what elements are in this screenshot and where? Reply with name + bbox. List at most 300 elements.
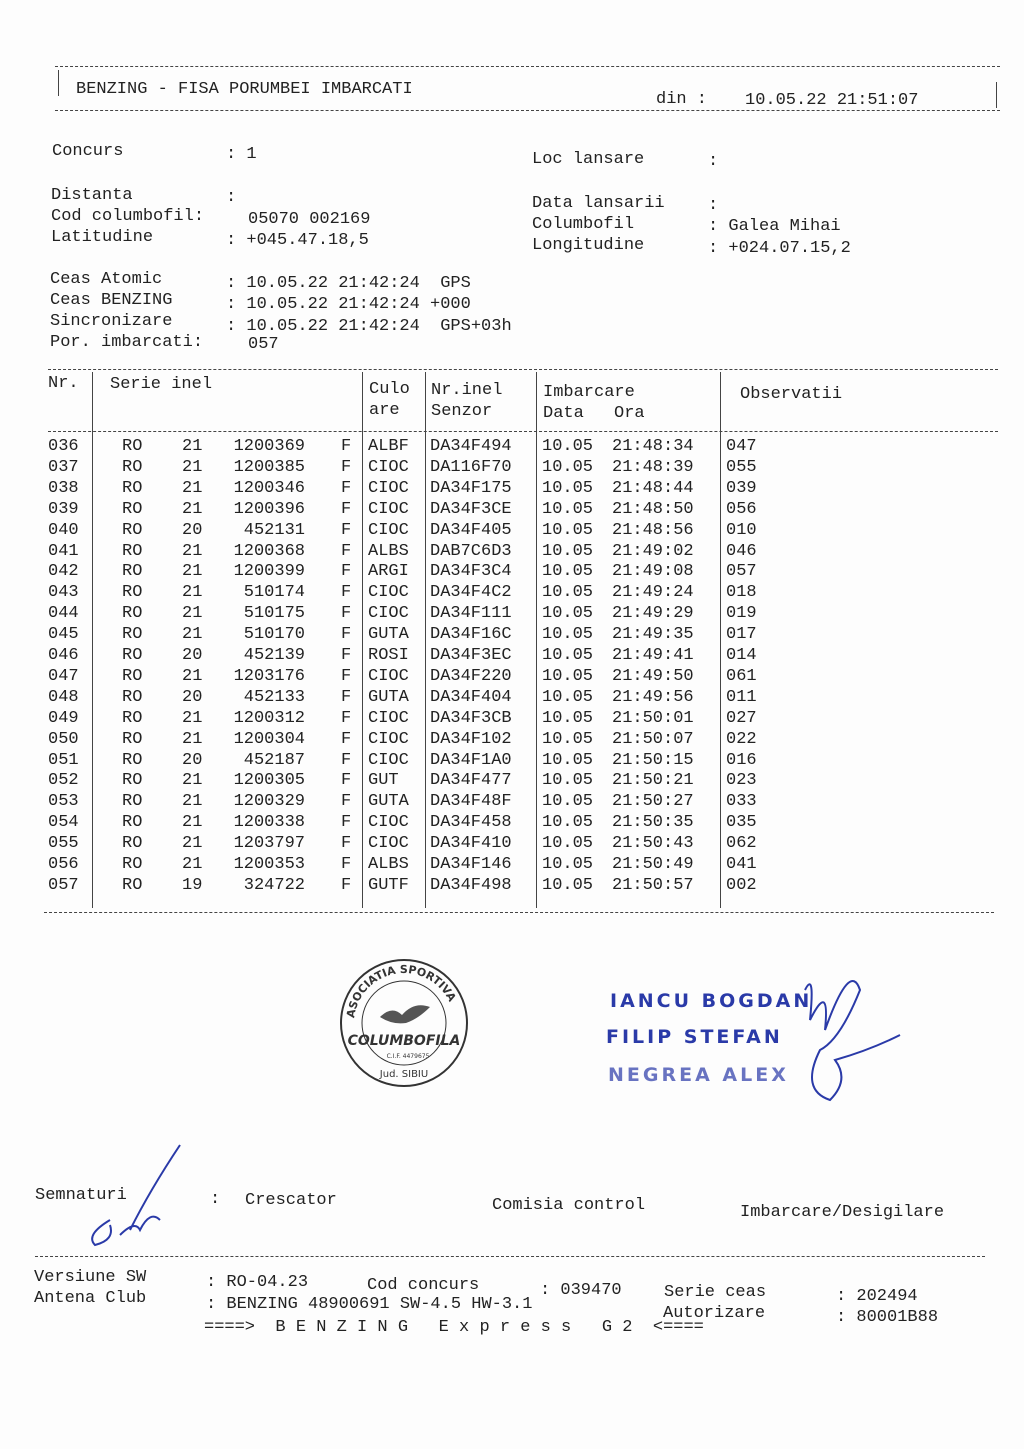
club-stamp (336, 955, 471, 1090)
row-obs: 057 (726, 562, 757, 582)
row-date: 10.05 (542, 666, 594, 686)
row-country: RO (122, 583, 143, 603)
versiune-label: Versiune SW (34, 1268, 147, 1287)
table-row (0, 751, 1000, 772)
row-country: RO (122, 834, 143, 854)
row-date: 10.05 (542, 625, 594, 645)
row-nr: 045 (48, 625, 79, 645)
row-nr: 055 (48, 834, 79, 854)
row-year: 21 (182, 666, 203, 686)
row-sensor: DA34F48F (430, 792, 512, 812)
row-color: CIOC (368, 750, 409, 770)
table-row (0, 437, 1000, 458)
row-date: 10.05 (542, 562, 594, 582)
antena-value: : BENZING 48900691 SW-4.5 HW-3.1 (206, 1295, 533, 1314)
row-color: CIOC (368, 499, 409, 519)
row-nr: 040 (48, 520, 79, 540)
row-nr: 044 (48, 604, 79, 624)
row-date: 10.05 (542, 541, 594, 561)
row-obs: 022 (726, 729, 757, 749)
row-sex: F (341, 729, 352, 749)
row-color: CIOC (368, 708, 409, 728)
benzing-banner: ====> B E N Z I N G E x p r e s s G 2 <==== (204, 1318, 704, 1337)
col-serie: Serie inel (110, 375, 213, 394)
row-serial: 1200312 (233, 708, 305, 728)
row-serial: 1200369 (233, 437, 305, 456)
row-obs: 061 (726, 666, 757, 686)
row-year: 20 (182, 687, 203, 707)
row-sex: F (341, 687, 352, 707)
row-time: 21:49:50 (612, 666, 694, 686)
row-obs: 002 (726, 875, 757, 895)
long-label: Longitudine (532, 236, 645, 255)
row-date: 10.05 (542, 792, 594, 812)
date-value: 10.05.22 21:51:07 (745, 91, 919, 110)
row-time: 21:50:49 (612, 855, 694, 874)
row-nr: 038 (48, 478, 79, 498)
row-nr: 052 (48, 771, 79, 791)
row-color: ROSI (368, 646, 409, 665)
table-row (0, 479, 1000, 500)
row-time: 21:49:02 (612, 541, 694, 561)
row-date: 10.05 (542, 834, 594, 854)
row-nr: 056 (48, 855, 79, 874)
row-nr: 043 (48, 583, 79, 603)
row-time: 21:49:41 (612, 646, 694, 665)
document-title: BENZING - FISA PORUMBEI IMBARCATI (76, 80, 413, 99)
table-row (0, 625, 1000, 646)
row-color: GUTA (368, 687, 409, 707)
row-date: 10.05 (542, 604, 594, 624)
row-color: CIOC (368, 520, 409, 540)
row-time: 21:50:15 (612, 750, 694, 770)
row-serial: 1200396 (233, 499, 305, 519)
row-sex: F (341, 750, 352, 770)
row-sensor: DA34F405 (430, 520, 512, 540)
ceas-atomic-value: : 10.05.22 21:42:24 GPS (226, 274, 471, 293)
row-date: 10.05 (542, 771, 594, 791)
table-row (0, 688, 1000, 709)
table-row (0, 771, 1000, 792)
row-country: RO (122, 750, 143, 770)
row-sex: F (341, 478, 352, 498)
row-color: GUTF (368, 875, 409, 895)
loc-value: : (708, 152, 719, 171)
row-year: 21 (182, 457, 203, 477)
row-year: 20 (182, 520, 203, 540)
table-row (0, 813, 1000, 834)
row-sex: F (341, 834, 352, 854)
row-sensor: DA34F1A0 (430, 750, 512, 770)
row-serial: 324722 (243, 875, 305, 895)
commission-member-3: NEGREA ALEX (608, 1064, 789, 1086)
cod-label: Cod columbofil: (51, 207, 205, 226)
col-senzor: Senzor (431, 402, 493, 421)
table-row (0, 604, 1000, 625)
row-time: 21:50:35 (612, 813, 694, 833)
row-sex: F (341, 666, 352, 686)
row-sex: F (341, 457, 352, 477)
table-row (0, 709, 1000, 730)
distanta-value: : (226, 188, 237, 207)
row-date: 10.05 (542, 750, 594, 770)
row-country: RO (122, 478, 143, 498)
row-sensor: DA34F498 (430, 875, 512, 895)
row-country: RO (122, 666, 143, 686)
row-sex: F (341, 855, 352, 874)
col-nrinel: Nr.inel (431, 381, 503, 400)
row-time: 21:49:56 (612, 687, 694, 707)
svg-text:C.I.F. 4479675: C.I.F. 4479675 (386, 1053, 430, 1060)
row-country: RO (122, 457, 143, 477)
cod-concurs-value: : 039470 (540, 1281, 622, 1300)
autorizare-value: : 80001B88 (836, 1308, 939, 1327)
row-color: ALBF (368, 437, 409, 456)
row-nr: 039 (48, 499, 79, 519)
row-sensor: DA34F410 (430, 834, 512, 854)
row-obs: 035 (726, 813, 757, 833)
row-obs: 055 (726, 457, 757, 477)
row-time: 21:50:27 (612, 792, 694, 812)
row-country: RO (122, 708, 143, 728)
row-sensor: DA34F494 (430, 437, 512, 456)
row-country: RO (122, 520, 143, 540)
row-obs: 017 (726, 625, 757, 645)
row-year: 21 (182, 625, 203, 645)
long-value: : +024.07.15,2 (708, 239, 851, 258)
lat-label: Latitudine (51, 228, 154, 247)
row-date: 10.05 (542, 729, 594, 749)
row-year: 21 (182, 813, 203, 833)
row-year: 21 (182, 604, 203, 624)
row-nr: 049 (48, 708, 79, 728)
row-serial: 510175 (243, 604, 305, 624)
row-serial: 1200304 (233, 729, 305, 749)
row-country: RO (122, 541, 143, 561)
signature-comisia: Comisia control (492, 1196, 646, 1215)
divider (48, 431, 998, 432)
row-date: 10.05 (542, 499, 594, 519)
distanta-label: Distanta (51, 186, 133, 205)
svg-text:Jud. SIBIU: Jud. SIBIU (379, 1069, 429, 1080)
row-sex: F (341, 813, 352, 833)
col-culoare: Culo (369, 380, 410, 399)
concurs-value: : 1 (226, 145, 257, 164)
row-year: 21 (182, 834, 203, 854)
handwritten-signature (790, 950, 910, 1120)
row-nr: 041 (48, 541, 79, 561)
row-sex: F (341, 541, 352, 561)
row-obs: 027 (726, 708, 757, 728)
antena-label: Antena Club (34, 1289, 147, 1308)
row-serial: 510174 (243, 583, 305, 603)
ceas-atomic-label: Ceas Atomic (50, 270, 163, 289)
date-label: din : (656, 90, 708, 109)
row-sex: F (341, 583, 352, 603)
row-sensor: DA34F3CB (430, 708, 512, 728)
row-country: RO (122, 646, 143, 665)
row-obs: 047 (726, 437, 757, 456)
data-lansarii-label: Data lansarii (532, 194, 665, 213)
row-year: 21 (182, 562, 203, 582)
row-obs: 062 (726, 834, 757, 854)
row-color: ALBS (368, 541, 409, 561)
row-obs: 056 (726, 499, 757, 519)
row-serial: 1203176 (233, 666, 305, 686)
por-imbarcati-value: 057 (248, 335, 279, 354)
sincronizare-value: : 10.05.22 21:42:24 GPS+03h (226, 317, 512, 336)
col-observatii: Observatii (740, 385, 843, 404)
row-year: 21 (182, 583, 203, 603)
row-serial: 1200346 (233, 478, 305, 498)
row-sex: F (341, 771, 352, 791)
cod-value: 05070 002169 (248, 210, 371, 229)
row-time: 21:49:08 (612, 562, 694, 582)
lat-value: : +045.47.18,5 (226, 231, 369, 250)
autorizare-label: Autorizare (663, 1304, 766, 1323)
row-time: 21:48:39 (612, 457, 694, 477)
row-sex: F (341, 708, 352, 728)
row-color: CIOC (368, 457, 409, 477)
row-sex: F (341, 437, 352, 456)
row-sensor: DA34F4C2 (430, 583, 512, 603)
row-country: RO (122, 855, 143, 874)
row-year: 21 (182, 771, 203, 791)
row-date: 10.05 (542, 646, 594, 665)
row-serial: 1200305 (233, 771, 305, 791)
row-sex: F (341, 562, 352, 582)
versiune-value: : RO-04.23 (206, 1273, 309, 1292)
row-country: RO (122, 437, 143, 456)
row-nr: 036 (48, 437, 79, 456)
row-year: 21 (182, 729, 203, 749)
row-serial: 452139 (243, 646, 305, 665)
row-year: 19 (182, 875, 203, 895)
row-obs: 011 (726, 687, 757, 707)
row-time: 21:50:21 (612, 771, 694, 791)
row-country: RO (122, 813, 143, 833)
row-date: 10.05 (542, 457, 594, 477)
row-obs: 039 (726, 478, 757, 498)
row-sex: F (341, 792, 352, 812)
row-serial: 1200385 (233, 457, 305, 477)
row-sensor: DA34F477 (430, 771, 512, 791)
row-time: 21:50:57 (612, 875, 694, 895)
row-sensor: DA34F16C (430, 625, 512, 645)
row-sensor: DA34F146 (430, 855, 512, 874)
row-obs: 023 (726, 771, 757, 791)
row-sex: F (341, 625, 352, 645)
row-country: RO (122, 875, 143, 895)
row-nr: 054 (48, 813, 79, 833)
row-nr: 050 (48, 729, 79, 749)
row-obs: 041 (726, 855, 757, 874)
row-obs: 016 (726, 750, 757, 770)
divider (55, 66, 1000, 67)
row-color: GUT (368, 771, 399, 791)
row-serial: 452133 (243, 687, 305, 707)
row-sensor: DA34F175 (430, 478, 512, 498)
row-time: 21:48:56 (612, 520, 694, 540)
row-sensor: DAB7C6D3 (430, 541, 512, 561)
row-year: 21 (182, 855, 203, 874)
row-time: 21:50:07 (612, 729, 694, 749)
table-row (0, 855, 1000, 876)
row-year: 21 (182, 499, 203, 519)
divider (996, 82, 997, 108)
row-sex: F (341, 499, 352, 519)
row-year: 20 (182, 646, 203, 665)
concurs-label: Concurs (52, 142, 124, 161)
row-serial: 452131 (243, 520, 305, 540)
por-imbarcati-label: Por. imbarcati: (50, 333, 204, 352)
row-year: 21 (182, 708, 203, 728)
row-date: 10.05 (542, 520, 594, 540)
row-sensor: DA34F458 (430, 813, 512, 833)
row-color: CIOC (368, 583, 409, 603)
divider (58, 70, 59, 96)
svg-text:COLUMBOFILA: COLUMBOFILA (347, 1033, 461, 1049)
serie-ceas-value: : 202494 (836, 1287, 918, 1306)
row-sensor: DA34F3EC (430, 646, 512, 665)
row-country: RO (122, 771, 143, 791)
row-obs: 014 (726, 646, 757, 665)
row-color: CIOC (368, 729, 409, 749)
row-color: GUTA (368, 792, 409, 812)
dove-icon (380, 1005, 430, 1023)
row-time: 21:50:01 (612, 708, 694, 728)
row-date: 10.05 (542, 855, 594, 874)
row-date: 10.05 (542, 583, 594, 603)
row-color: CIOC (368, 604, 409, 624)
table-row (0, 834, 1000, 855)
row-time: 21:49:29 (612, 604, 694, 624)
svg-text:ASOCIATIA SPORTIVA: ASOCIATIA SPORTIVA (344, 963, 459, 1019)
row-time: 21:49:24 (612, 583, 694, 603)
table-row (0, 583, 1000, 604)
divider (48, 369, 998, 370)
row-obs: 033 (726, 792, 757, 812)
row-sex: F (341, 875, 352, 895)
columbofil-value: : Galea Mihai (708, 217, 841, 236)
signature-imbarcare: Imbarcare/Desigilare (740, 1203, 945, 1222)
columbofil-label: Columbofil (532, 215, 635, 234)
row-nr: 048 (48, 687, 79, 707)
row-country: RO (122, 687, 143, 707)
row-obs: 046 (726, 541, 757, 561)
row-color: CIOC (368, 478, 409, 498)
table-row (0, 458, 1000, 479)
row-nr: 042 (48, 562, 79, 582)
col-imbarcare: Imbarcare (543, 383, 635, 402)
col-data: Data (543, 404, 584, 423)
row-color: CIOC (368, 666, 409, 686)
row-date: 10.05 (542, 478, 594, 498)
commission-member-2: FILIP STEFAN (606, 1026, 783, 1048)
signature-crescator: Crescator (245, 1191, 337, 1210)
row-date: 10.05 (542, 687, 594, 707)
row-year: 20 (182, 750, 203, 770)
table-row (0, 646, 1000, 667)
row-obs: 010 (726, 520, 757, 540)
ceas-benzing-value: : 10.05.22 21:42:24 +000 (226, 295, 471, 314)
row-serial: 1200353 (233, 855, 305, 874)
row-sensor: DA116F70 (430, 457, 512, 477)
row-color: ALBS (368, 855, 409, 874)
table-row (0, 542, 1000, 563)
row-time: 21:50:43 (612, 834, 694, 854)
row-color: CIOC (368, 813, 409, 833)
row-color: CIOC (368, 834, 409, 854)
row-date: 10.05 (542, 708, 594, 728)
row-serial: 452187 (243, 750, 305, 770)
cod-concurs-label: Cod concurs (367, 1276, 480, 1295)
row-sensor: DA34F3CE (430, 499, 512, 519)
row-date: 10.05 (542, 875, 594, 895)
row-sex: F (341, 646, 352, 665)
row-nr: 053 (48, 792, 79, 812)
table-row (0, 792, 1000, 813)
data-lansarii-value: : (708, 196, 719, 215)
row-sensor: DA34F102 (430, 729, 512, 749)
row-country: RO (122, 625, 143, 645)
row-sensor: DA34F111 (430, 604, 512, 624)
row-country: RO (122, 562, 143, 582)
row-serial: 1200368 (233, 541, 305, 561)
sincronizare-label: Sincronizare (50, 312, 173, 331)
row-time: 21:48:44 (612, 478, 694, 498)
commission-member-1: IANCU BOGDAN (610, 990, 813, 1012)
row-year: 21 (182, 478, 203, 498)
table-row (0, 562, 1000, 583)
row-nr: 047 (48, 666, 79, 686)
row-year: 21 (182, 541, 203, 561)
col-ora: Ora (614, 404, 645, 423)
col-nr: Nr. (48, 374, 79, 393)
row-date: 10.05 (542, 813, 594, 833)
table-row (0, 500, 1000, 521)
loc-label: Loc lansare (532, 150, 645, 169)
row-serial: 1200338 (233, 813, 305, 833)
row-nr: 046 (48, 646, 79, 665)
row-country: RO (122, 499, 143, 519)
row-year: 21 (182, 437, 203, 456)
row-sensor: DA34F3C4 (430, 562, 512, 582)
ceas-benzing-label: Ceas BENZING (50, 291, 173, 310)
row-year: 21 (182, 792, 203, 812)
divider (44, 912, 994, 913)
table-row (0, 521, 1000, 542)
row-date: 10.05 (542, 437, 594, 456)
table-row (0, 730, 1000, 751)
row-sensor: DA34F404 (430, 687, 512, 707)
row-color: ARGI (368, 562, 409, 582)
row-color: GUTA (368, 625, 409, 645)
row-time: 21:48:34 (612, 437, 694, 456)
row-country: RO (122, 729, 143, 749)
row-obs: 018 (726, 583, 757, 603)
row-time: 21:48:50 (612, 499, 694, 519)
row-country: RO (122, 792, 143, 812)
col-culoare-2: are (369, 401, 400, 420)
row-sensor: DA34F220 (430, 666, 512, 686)
row-nr: 057 (48, 875, 79, 895)
row-sex: F (341, 604, 352, 624)
signatures-label: Semnaturi (35, 1186, 127, 1205)
row-time: 21:49:35 (612, 625, 694, 645)
divider (35, 1256, 985, 1257)
row-serial: 1203797 (233, 834, 305, 854)
